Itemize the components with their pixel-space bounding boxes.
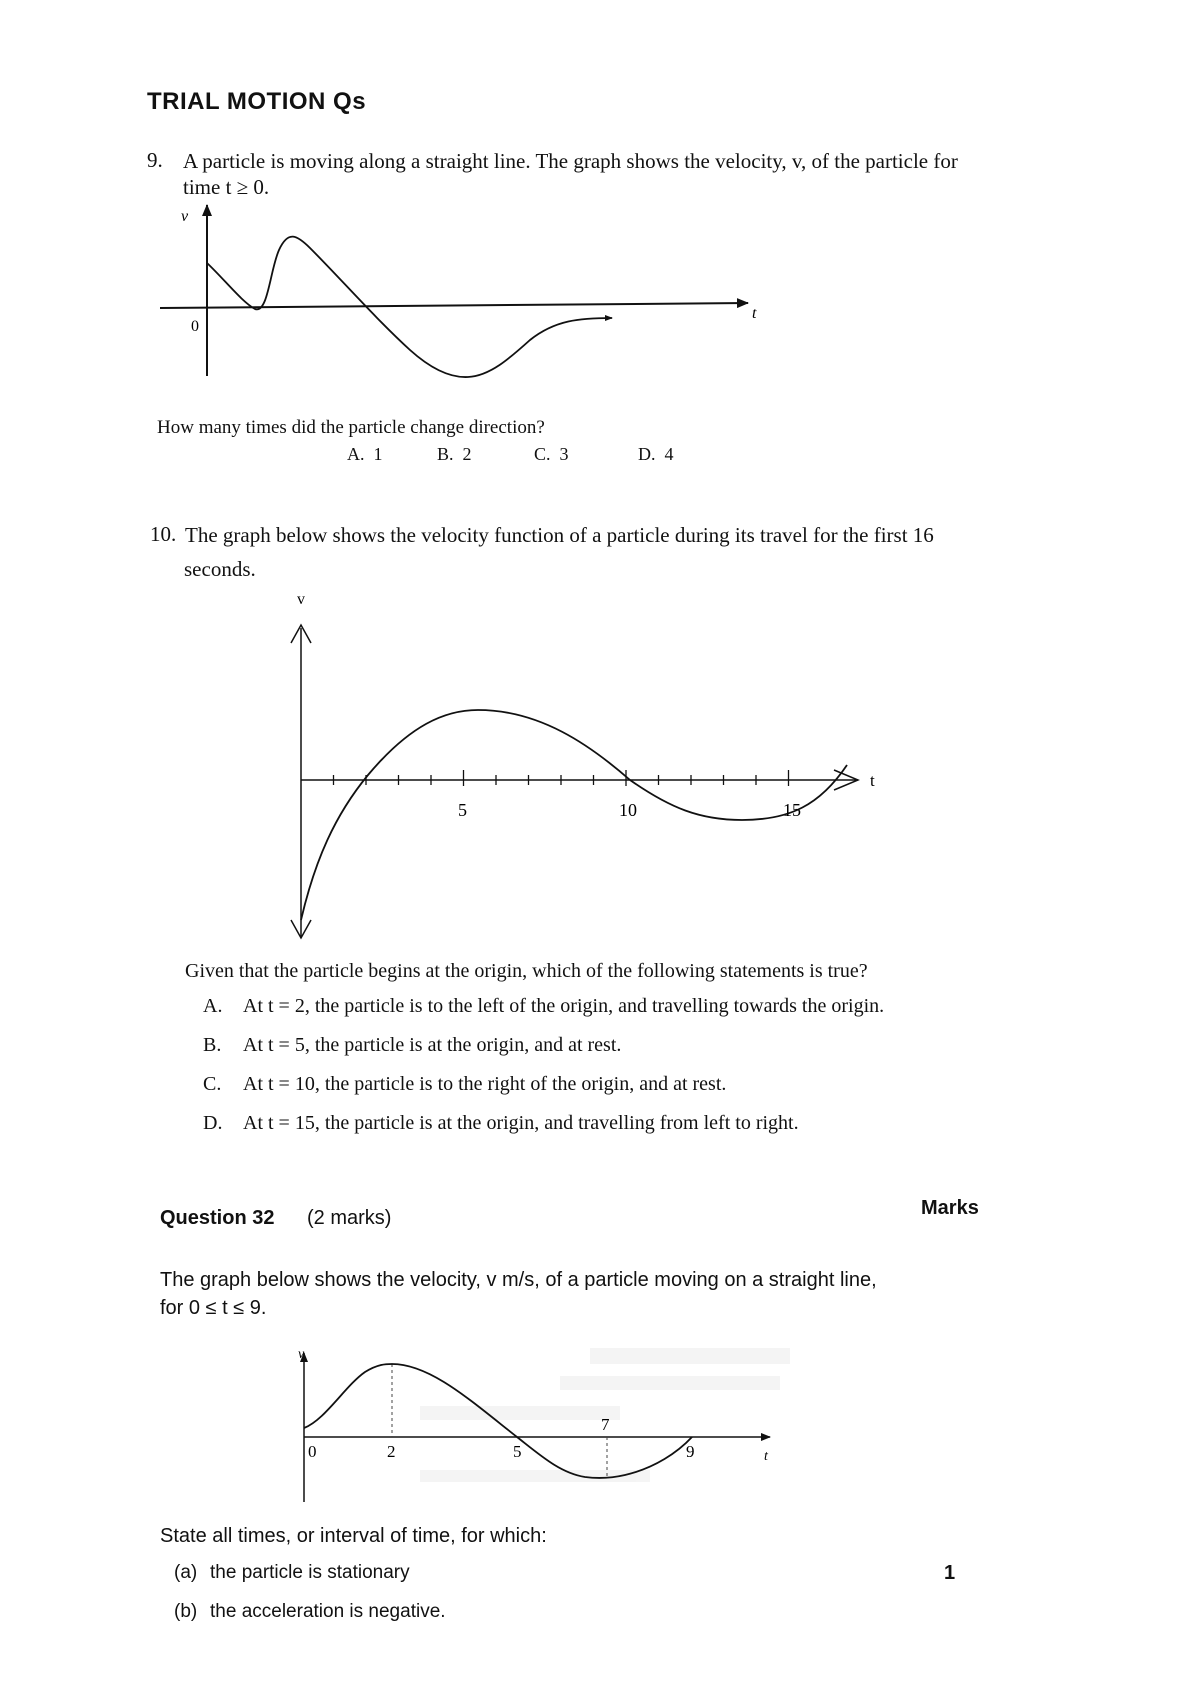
- q32-label-5: 5: [513, 1442, 522, 1461]
- q32-label-7: 7: [601, 1415, 610, 1434]
- q32-part-a-marks: 1: [944, 1562, 956, 1584]
- option-text: At t = 10, the particle is to the right of the origin, and at rest.: [243, 1073, 727, 1095]
- q9-option-a[interactable]: [347, 444, 383, 465]
- q9-text-line2: time t ≥ 0.: [183, 175, 270, 199]
- part-text: the acceleration is negative.: [210, 1601, 446, 1622]
- q9-option-b[interactable]: [437, 444, 472, 465]
- q10-text-line2: seconds.: [184, 557, 256, 581]
- q9-prompt: How many times did the particle change direction?: [157, 417, 545, 438]
- q10-number: 10.: [150, 522, 177, 546]
- option-value: 3: [559, 444, 569, 464]
- marks-column-header: Marks: [921, 1197, 979, 1219]
- q32-marks-text: (2 marks): [307, 1207, 392, 1229]
- option-letter: B.: [437, 444, 454, 464]
- q32-part-b[interactable]: [174, 1601, 446, 1623]
- q9-option-d[interactable]: [638, 444, 674, 465]
- option-letter: B.: [203, 1034, 222, 1056]
- q10-velocity-curve: [301, 710, 847, 920]
- q9-x-label: t: [752, 305, 757, 322]
- q32-y-label: v: [298, 1347, 305, 1362]
- q32-label-0: 0: [308, 1442, 317, 1461]
- q10-tick-15: 15: [783, 800, 801, 820]
- q32-x-label: t: [764, 1449, 768, 1464]
- q10-prompt: Given that the particle begins at the origin, which of the following statements is true?: [185, 960, 868, 982]
- q32-velocity-graph: [0, 1340, 1200, 1520]
- option-value: 2: [462, 444, 472, 464]
- part-label: (a): [174, 1562, 198, 1583]
- q32-heading: Question 32: [160, 1207, 275, 1229]
- q10-option-d[interactable]: [203, 1110, 799, 1136]
- q10-option-a[interactable]: [203, 993, 884, 1019]
- q10-velocity-graph: [0, 580, 1200, 940]
- q32-label-9: 9: [686, 1442, 695, 1461]
- q10-tick-5: 5: [458, 800, 467, 820]
- q32-text-line2: for 0 ≤ t ≤ 9.: [160, 1297, 267, 1319]
- option-text: At t = 2, the particle is to the left of the origin, and travelling towards the origin.: [243, 995, 885, 1017]
- q32-text-line1: The graph below shows the velocity, v m/s, of a particle moving on a straight line,: [160, 1269, 877, 1291]
- q32-prompt: State all times, or interval of time, for which:: [160, 1525, 547, 1547]
- q9-y-label: v: [181, 208, 189, 225]
- q10-option-c[interactable]: [203, 1071, 726, 1097]
- option-text: At t = 15, the particle is at the origin, and travelling from left to right.: [243, 1112, 799, 1134]
- q9-origin-label: 0: [191, 318, 199, 335]
- q32-label-2: 2: [387, 1442, 396, 1461]
- option-letter: C.: [203, 1073, 222, 1095]
- option-letter: C.: [534, 444, 551, 464]
- q9-option-c[interactable]: [534, 444, 569, 465]
- q10-text-line1: The graph below shows the velocity function of a particle during its travel for the first 16: [185, 523, 934, 547]
- q10-tick-10: 10: [619, 800, 637, 820]
- part-text: the particle is stationary: [210, 1562, 410, 1583]
- option-letter: D.: [203, 1112, 223, 1134]
- part-label: (b): [174, 1601, 198, 1622]
- option-text: At t = 5, the particle is at the origin, and at rest.: [243, 1034, 622, 1056]
- q9-text-line1: A particle is moving along a straight line. The graph shows the velocity, v, of the particle for: [183, 149, 958, 173]
- option-letter: D.: [638, 444, 656, 464]
- option-value: 1: [373, 444, 383, 464]
- page-title: TRIAL MOTION Qs: [147, 88, 367, 115]
- option-letter: A.: [347, 444, 365, 464]
- q32-part-a[interactable]: [174, 1562, 410, 1584]
- option-value: 4: [664, 444, 674, 464]
- option-letter: A.: [203, 995, 223, 1017]
- q10-x-label: t: [870, 771, 875, 790]
- q10-y-label: v: [297, 591, 305, 608]
- q9-number: 9.: [147, 148, 163, 172]
- q10-x-ticks: [334, 770, 789, 786]
- q9-velocity-graph: [0, 0, 1200, 420]
- q10-option-b[interactable]: [203, 1032, 621, 1058]
